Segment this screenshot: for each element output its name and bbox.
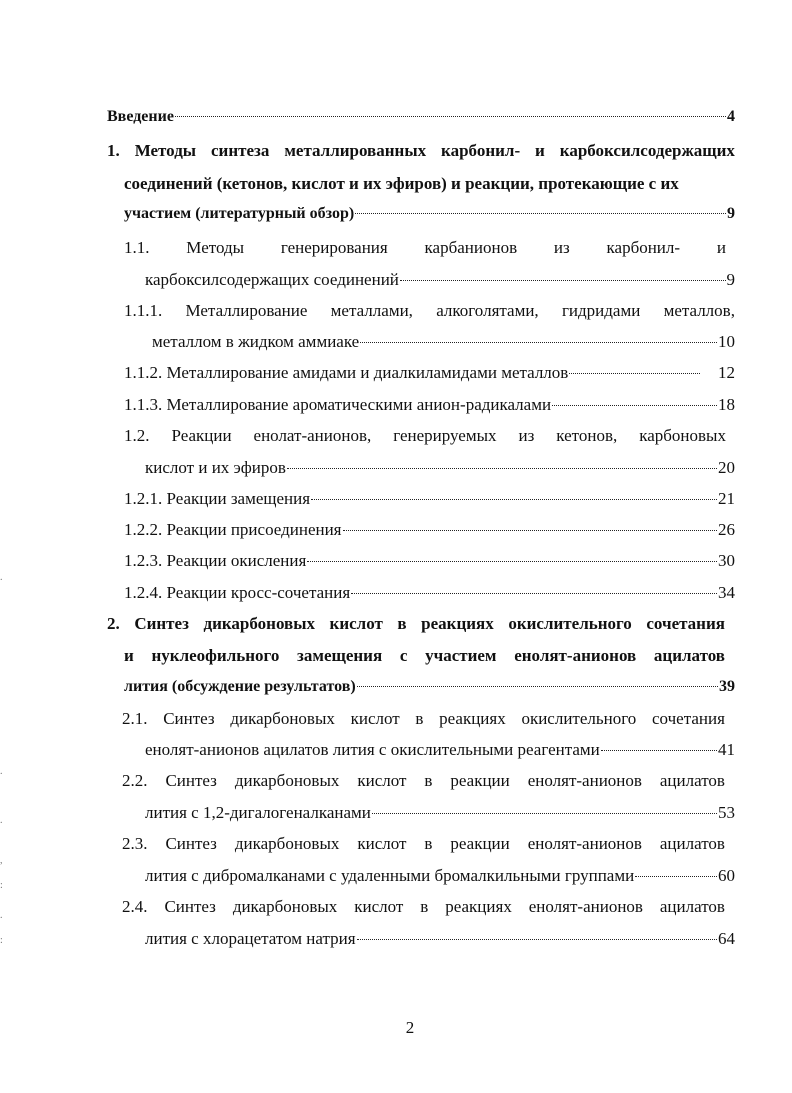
- toc-word: реакциях: [439, 709, 506, 728]
- toc-entry-1-1-2[interactable]: [124, 362, 735, 384]
- toc-word: 1.1.: [124, 238, 150, 257]
- toc-word: Металлирование: [185, 301, 308, 320]
- toc-entry-1-1-line1[interactable]: [124, 237, 726, 259]
- toc-entry-title: 1.2.1. Реакции замещения: [124, 489, 311, 508]
- dot-leader: [175, 116, 726, 117]
- toc-word: сочетания: [652, 709, 725, 728]
- toc-entry-title: карбоксилсодержащих соединений: [145, 270, 399, 289]
- toc-word: гидридами: [561, 301, 641, 320]
- toc-page-number: 12: [718, 363, 735, 382]
- toc-word: дикарбоновых: [230, 709, 335, 728]
- toc-entry-title: 1.2.2. Реакции присоединения: [124, 520, 342, 539]
- toc-entry-2-2-line1[interactable]: [122, 770, 725, 792]
- toc-entry-ch1-line1[interactable]: [107, 140, 735, 162]
- dot-leader: [357, 939, 717, 940]
- toc-word: Реакции: [171, 426, 232, 445]
- toc-entry-title: лития с 1,2-дигалогеналканами: [145, 803, 371, 822]
- toc-word: нуклеофильного: [151, 646, 280, 665]
- scan-artifact: .: [0, 766, 3, 777]
- dot-leader: [307, 561, 717, 562]
- toc-word: с: [399, 646, 408, 665]
- toc-entry-1-2-4[interactable]: [124, 582, 735, 604]
- toc-page-number: 20: [718, 458, 735, 477]
- toc-word: и: [124, 646, 134, 665]
- toc-page-number: 64: [718, 929, 735, 948]
- toc-word: Синтез: [164, 897, 216, 916]
- toc-page-number: 41: [718, 740, 735, 759]
- toc-entry-title: Введение: [107, 108, 174, 125]
- toc-entry-2-4-line2[interactable]: [145, 928, 735, 950]
- dot-leader: [355, 213, 726, 214]
- toc-word: 2.3.: [122, 834, 148, 853]
- toc-word: 2.4.: [122, 897, 148, 916]
- toc-word: дикарбоновых: [234, 834, 340, 853]
- toc-page-number: 9: [726, 270, 735, 289]
- toc-entry-title: металлом в жидком аммиаке: [152, 332, 360, 351]
- toc-word: кетонов,: [556, 426, 618, 445]
- toc-word: в: [424, 834, 433, 853]
- toc-word: 1.2.: [124, 426, 150, 445]
- dot-leader: [287, 468, 717, 469]
- page-number: 2: [405, 1018, 415, 1037]
- toc-word: и: [535, 141, 545, 160]
- scan-artifact: :: [0, 935, 3, 946]
- toc-word: металлами,: [330, 301, 413, 320]
- toc-entry-2-3-line1[interactable]: [122, 833, 725, 855]
- toc-word: карбонил-: [606, 238, 681, 257]
- toc-entry-title: енолят-анионов ацилатов лития с окислительными реагентами: [145, 740, 600, 759]
- toc-entry-title: участием (литературный обзор): [124, 205, 355, 222]
- scan-artifact: :: [0, 880, 3, 891]
- toc-entry-ch2-line3[interactable]: [124, 678, 735, 700]
- toc-word: енолят-анионов: [528, 897, 643, 916]
- toc-word: окислительного: [521, 709, 637, 728]
- toc-word: алкоголятами,: [436, 301, 539, 320]
- toc-page-number: 26: [718, 520, 735, 539]
- toc-entry-1-1-line2[interactable]: [145, 269, 735, 291]
- toc-word: карбонил-: [441, 141, 521, 160]
- toc-word: 1.: [107, 141, 120, 160]
- toc-word: в: [420, 897, 429, 916]
- toc-word: синтеза: [211, 141, 270, 160]
- toc-word: карбоксилсодержащих: [559, 141, 735, 160]
- toc-entry-1-2-line1[interactable]: [124, 425, 726, 447]
- toc-entry-2-3-line2[interactable]: [145, 865, 735, 887]
- toc-word: ацилатов: [659, 897, 725, 916]
- dot-leader: [360, 342, 717, 343]
- toc-word: генерирования: [280, 238, 388, 257]
- toc-page-number: 18: [718, 395, 735, 414]
- dot-leader: [372, 813, 717, 814]
- toc-word: енолят-анионов: [514, 646, 637, 665]
- toc-word: реакциях: [445, 897, 512, 916]
- toc-word: сочетания: [646, 614, 725, 633]
- toc-word: замещения: [297, 646, 383, 665]
- toc-word: 2.: [107, 614, 120, 633]
- toc-word: из: [553, 238, 570, 257]
- toc-word: дикарбоновых: [232, 897, 338, 916]
- dot-leader: [351, 593, 717, 594]
- toc-word: дикарбоновых: [234, 771, 340, 790]
- toc-entry-1-1-3[interactable]: [124, 394, 735, 416]
- toc-page-number: 34: [718, 583, 735, 602]
- toc-word: ацилатов: [659, 834, 725, 853]
- toc-word: Методы: [186, 238, 245, 257]
- toc-word: из: [518, 426, 535, 445]
- dot-leader: [569, 373, 700, 374]
- toc-word: Синтез: [163, 709, 215, 728]
- dot-leader: [357, 686, 718, 687]
- scan-artifact: .: [0, 910, 3, 921]
- toc-word: кислот: [354, 897, 404, 916]
- scan-artifact: ,: [0, 855, 3, 866]
- toc-entry-1-2-3[interactable]: [124, 550, 735, 572]
- toc-word: ацилатов: [653, 646, 725, 665]
- toc-entry-ch1-line3[interactable]: [124, 205, 735, 227]
- toc-word: в: [397, 614, 407, 633]
- toc-entry-2-4-line1[interactable]: [122, 896, 725, 918]
- toc-word: реакции: [450, 771, 510, 790]
- toc-word: Синтез: [165, 834, 217, 853]
- toc-word: кислот: [350, 709, 400, 728]
- scan-artifact: .: [0, 815, 3, 826]
- toc-word: кислот: [329, 614, 383, 633]
- toc-word: 2.2.: [122, 771, 148, 790]
- dot-leader: [601, 750, 717, 751]
- toc-word: и: [716, 238, 726, 257]
- toc-entry-1-2-line2[interactable]: [145, 457, 735, 479]
- toc-word: генерируемых: [393, 426, 497, 445]
- toc-word: карбоновых: [639, 426, 726, 445]
- toc-entry-ch2-line1[interactable]: [107, 613, 725, 635]
- toc-page-number: 4: [727, 108, 735, 125]
- toc-entry-title: кислот и их эфиров: [145, 458, 286, 477]
- toc-word: реакциях: [421, 614, 494, 633]
- dot-leader: [343, 530, 717, 531]
- dot-leader: [635, 876, 717, 877]
- dot-leader: [552, 405, 717, 406]
- toc-word: металлированных: [284, 141, 427, 160]
- toc-page-number: 53: [718, 803, 735, 822]
- toc-word: кислот: [357, 834, 407, 853]
- toc-entry-title: 1.1.2. Металлирование амидами и диалкиламидами металлов: [124, 363, 569, 382]
- toc-entry-title: лития с хлорацетатом натрия: [145, 929, 356, 948]
- toc-word: Методы: [134, 141, 197, 160]
- toc-word: 2.1.: [122, 709, 148, 728]
- toc-word: участием: [425, 646, 497, 665]
- toc-entry-2-1-line1[interactable]: [122, 708, 725, 730]
- toc-word: енолат-анионов,: [253, 426, 372, 445]
- toc-entry-title: 1.2.4. Реакции кросс-сочетания: [124, 583, 351, 602]
- toc-entry-1-2-1[interactable]: [124, 488, 735, 510]
- toc-entry-1-1-1-line1[interactable]: [124, 300, 735, 322]
- toc-word: в: [424, 771, 433, 790]
- scan-artifact: .: [0, 572, 3, 583]
- toc-word: енолят-анионов: [527, 771, 642, 790]
- toc-entry-title: лития с дибромалканами с удаленными бромалкильными группами: [145, 866, 635, 885]
- toc-entry-ch1-line2: соединений (кетонов, кислот и их эфиров) и реакции, протекающие с их: [124, 174, 679, 193]
- toc-entry-2-2-line2[interactable]: [145, 802, 735, 824]
- toc-entry-1-2-2[interactable]: [124, 519, 735, 541]
- toc-entry-title: 1.2.3. Реакции окисления: [124, 551, 307, 570]
- dot-leader: [400, 280, 726, 281]
- toc-word: дикарбоновых: [203, 614, 315, 633]
- toc-entry-title: 1.1.3. Металлирование ароматическими анион-радикалами: [124, 395, 552, 414]
- toc-page-number: 30: [718, 551, 735, 570]
- toc-page-number: 9: [727, 205, 735, 222]
- toc-entry-2-1-line2[interactable]: [145, 739, 735, 761]
- toc-word: Синтез: [165, 771, 217, 790]
- toc-page-number: 21: [718, 489, 735, 508]
- toc-entry-title: лития (обсуждение результатов): [124, 678, 356, 695]
- toc-word: кислот: [357, 771, 407, 790]
- toc-word: карбанионов: [424, 238, 518, 257]
- toc-word: 1.1.1.: [124, 301, 163, 320]
- toc-word: Синтез: [134, 614, 189, 633]
- toc-word: в: [415, 709, 424, 728]
- toc-word: ацилатов: [659, 771, 725, 790]
- toc-word: окислительного: [508, 614, 632, 633]
- toc-word: металлов,: [663, 301, 735, 320]
- toc-word: енолят-анионов: [527, 834, 642, 853]
- dot-leader: [311, 499, 717, 500]
- toc-entry-1-1-1-line2[interactable]: [152, 331, 735, 353]
- toc-page-number: 60: [718, 866, 735, 885]
- toc-word: реакции: [450, 834, 510, 853]
- toc-entry-intro[interactable]: [107, 108, 735, 130]
- toc-entry-ch2-line2[interactable]: [124, 645, 725, 667]
- toc-page-number: 10: [718, 332, 735, 351]
- toc-page-number: 39: [719, 678, 735, 695]
